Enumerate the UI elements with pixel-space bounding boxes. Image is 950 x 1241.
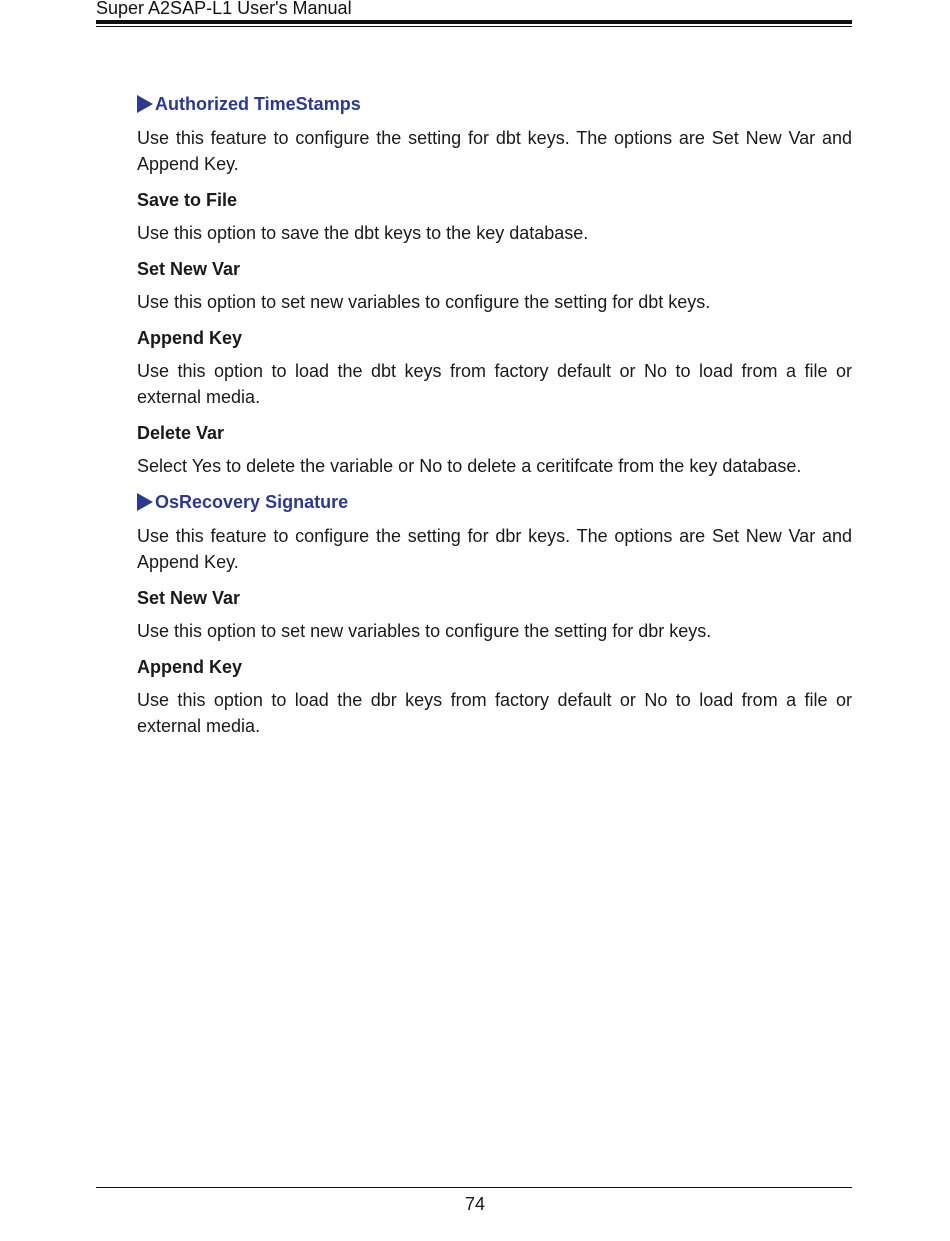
item-description: Use this option to load the dbr keys from factory default or No to load from a file or external media.	[137, 690, 852, 736]
footer-rule	[96, 1187, 852, 1188]
item-title-delete-var: Delete Var	[137, 423, 225, 443]
header-rule-thin	[96, 26, 852, 27]
item-title-save-to-file: Save to File	[137, 190, 238, 210]
item-title-append-key: Append Key	[137, 328, 243, 348]
item-title-set-new-var: Set New Var	[137, 259, 241, 279]
section-heading-label: OsRecovery Signature	[155, 492, 349, 512]
item-description: Use this option to load the dbt keys from factory default or No to load from a file or external media.	[137, 361, 852, 407]
manual-title: Super A2SAP-L1 User's Manual	[96, 0, 352, 18]
item-description: Use this option to set new variables to configure the setting for dbr keys.	[137, 621, 712, 641]
item-title-set-new-var: Set New Var	[137, 588, 241, 608]
triangle-right-icon	[137, 95, 153, 113]
page-content	[137, 92, 852, 750]
section-heading-osrecovery-signature	[137, 490, 852, 514]
item-description: Use this option to save the dbt keys to the key database.	[137, 223, 589, 243]
section-heading-authorized-timestamps	[137, 92, 852, 116]
section-description: Use this feature to configure the setting for dbt keys. The options are Set New Var and Append Key.	[137, 128, 852, 174]
item-title-append-key: Append Key	[137, 657, 243, 677]
item-description: Select Yes to delete the variable or No to delete a ceritifcate from the key database.	[137, 456, 802, 476]
section-description: Use this feature to configure the setting for dbr keys. The options are Set New Var and Append Key.	[137, 526, 852, 572]
item-description: Use this option to set new variables to configure the setting for dbt keys.	[137, 292, 711, 312]
triangle-right-icon	[137, 493, 153, 511]
header-rule-thick	[96, 20, 852, 24]
page-number: 74	[464, 1194, 486, 1214]
section-heading-label: Authorized TimeStamps	[155, 94, 361, 114]
